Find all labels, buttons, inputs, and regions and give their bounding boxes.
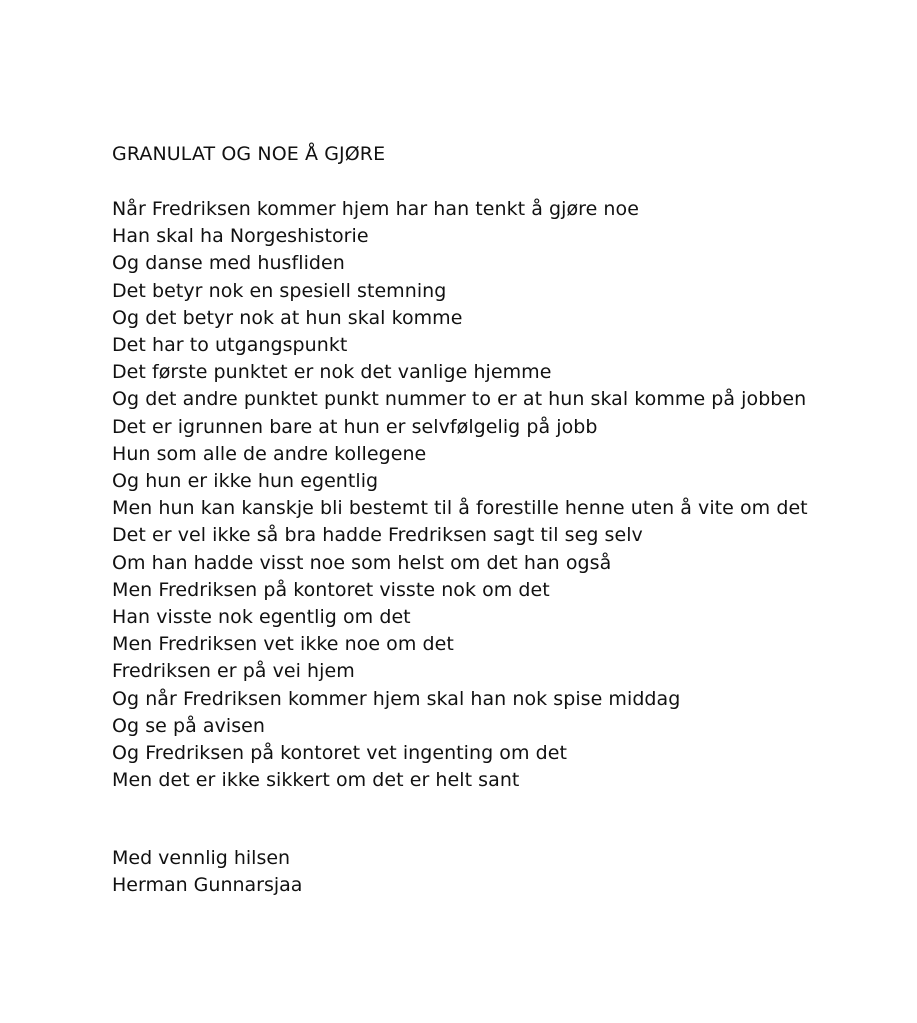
poem-line: Det er vel ikke så bra hadde Fredriksen sagt til seg selv (112, 524, 643, 547)
poem-line: Hun som alle de andre kollegene (112, 442, 427, 465)
poem-line: Om han hadde visst noe som helst om det han også (112, 551, 612, 574)
poem-line: Han skal ha Norgeshistorie (112, 225, 369, 248)
poem-line: Det er igrunnen bare at hun er selvfølgelig på jobb (112, 415, 598, 438)
poem-line: Og Fredriksen på kontoret vet ingenting om det (112, 742, 567, 765)
poem-line: Og når Fredriksen kommer hjem skal han nok spise middag (112, 687, 681, 710)
poem-line: Det første punktet er nok det vanlige hjemme (112, 361, 552, 384)
poem-line: Og danse med husfliden (112, 252, 345, 275)
poem-line: Fredriksen er på vei hjem (112, 660, 355, 683)
poem-line: Og hun er ikke hun egentlig (112, 470, 379, 493)
poem-line: Men Fredriksen vet ikke noe om det (112, 633, 454, 656)
poem-line: Når Fredriksen kommer hjem har han tenkt å gjøre noe (112, 198, 639, 220)
poem-line: Men hun kan kanskje bli bestemt til å forestille henne uten å vite om det (112, 497, 808, 520)
poem-line: Det har to utgangspunkt (112, 334, 348, 357)
closing-line: Med vennlig hilsen (112, 847, 291, 870)
poem-line: Og det andre punktet punkt nummer to er at hun skal komme på jobben (112, 388, 807, 411)
poem-line: Og det betyr nok at hun skal komme (112, 306, 463, 329)
poem-line: Og se på avisen (112, 714, 265, 737)
poem-line: Men det er ikke sikkert om det er helt sant (112, 769, 520, 792)
author-name: Herman Gunnarsjaa (112, 874, 303, 897)
signoff (112, 845, 902, 899)
document-page (112, 141, 902, 899)
poem-body (112, 196, 902, 794)
poem-line: Han visste nok egentlig om det (112, 606, 411, 629)
poem-line: Det betyr nok en spesiell stemning (112, 279, 447, 302)
document-title: GRANULAT OG NOE Å GJØRE (112, 143, 386, 165)
poem-line: Men Fredriksen på kontoret visste nok om det (112, 578, 550, 601)
